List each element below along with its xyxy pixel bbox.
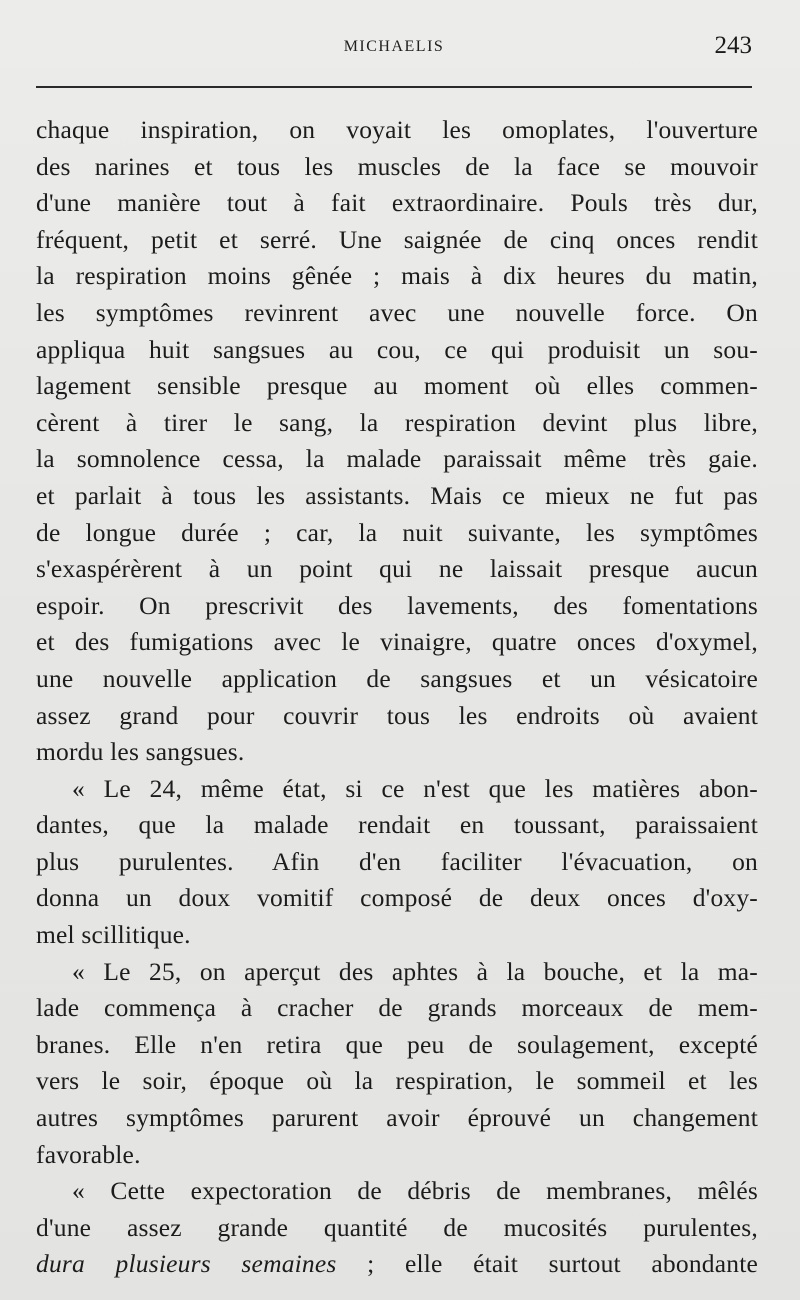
text-line: donna un doux vomitif composé de deux onces d'oxy- [36,883,758,913]
text-line: mel scillitique. [36,920,191,950]
text-line: favorable. [36,1139,141,1169]
text-line: dantes, que la malade rendait en toussant, paraissaient [36,810,758,840]
text-line: de longue durée ; car, la nuit suivante, les symptômes [36,517,758,547]
text-line: cèrent à tirer le sang, la respiration devint plus libre, [36,407,758,437]
text-line: et parlait à tous les assistants. Mais ce mieux ne fut pas [36,480,758,510]
text-line: une nouvelle application de sangsues et un vésicatoire [36,663,758,693]
text-line: « Le 24, même état, si ce n'est que les matières abon- [72,773,758,803]
text-line: appliqua huit sangsues au cou, ce qui produisit un sou- [36,334,758,364]
text-line: branes. Elle n'en retira que peu de soulagement, excepté [36,1029,758,1059]
text-line: mordu les sangsues. [36,737,245,767]
text-line: espoir. On prescrivit des lavements, des fomentations [36,590,758,620]
text-line: chaque inspiration, on voyait les omoplates, l'ouverture [36,115,758,144]
running-title: MICHAELIS [343,38,445,55]
page-number: 243 [714,32,752,59]
text-line: les symptômes revinrent avec une nouvelle force. On [36,297,758,327]
italic-phrase: dura plusieurs semaines [36,1249,337,1279]
text-line: assez grand pour couvrir tous les endroits où avaient [36,700,758,730]
text-line: lade commença à cracher de grands morceaux de mem- [36,993,758,1023]
text-line: des narines et tous les muscles de la face se mouvoir [36,151,758,181]
text-line: d'une assez grande quantité de mucosités purulentes, [36,1212,758,1242]
text-line: plus purulentes. Afin d'en faciliter l'évacuation, on [36,846,758,876]
text-line: la respiration moins gênée ; mais à dix heures du matin, [36,261,758,291]
text-line: d'une manière tout à fait extraordinaire. Pouls très dur, [36,188,758,218]
text-line: et des fumigations avec le vinaigre, quatre onces d'oxymel, [36,627,758,657]
header-rule [36,86,752,88]
text-line: vers le soir, époque où la respiration, le sommeil et les [36,1066,758,1096]
text-line: lagement sensible presque au moment où elles commen- [36,371,758,401]
text-line: fréquent, petit et serré. Une saignée de cinq onces rendit [36,224,758,254]
body-text [36,112,758,1283]
final-line-rest: ; elle était surtout abondante [336,1249,758,1279]
text-line: s'exaspérèrent à un point qui ne laissait presque aucun [36,554,758,584]
running-head [36,32,752,62]
text-line: « Le 25, on aperçut des aphtes à la bouche, et la ma- [72,956,758,986]
text-line: « Cette expectoration de débris de membranes, mêlés [72,1176,758,1206]
text-line: la somnolence cessa, la malade paraissait même très gaie. [36,444,758,474]
text-line: autres symptômes parurent avoir éprouvé un changement [36,1103,758,1133]
text-line-final [36,1246,758,1283]
